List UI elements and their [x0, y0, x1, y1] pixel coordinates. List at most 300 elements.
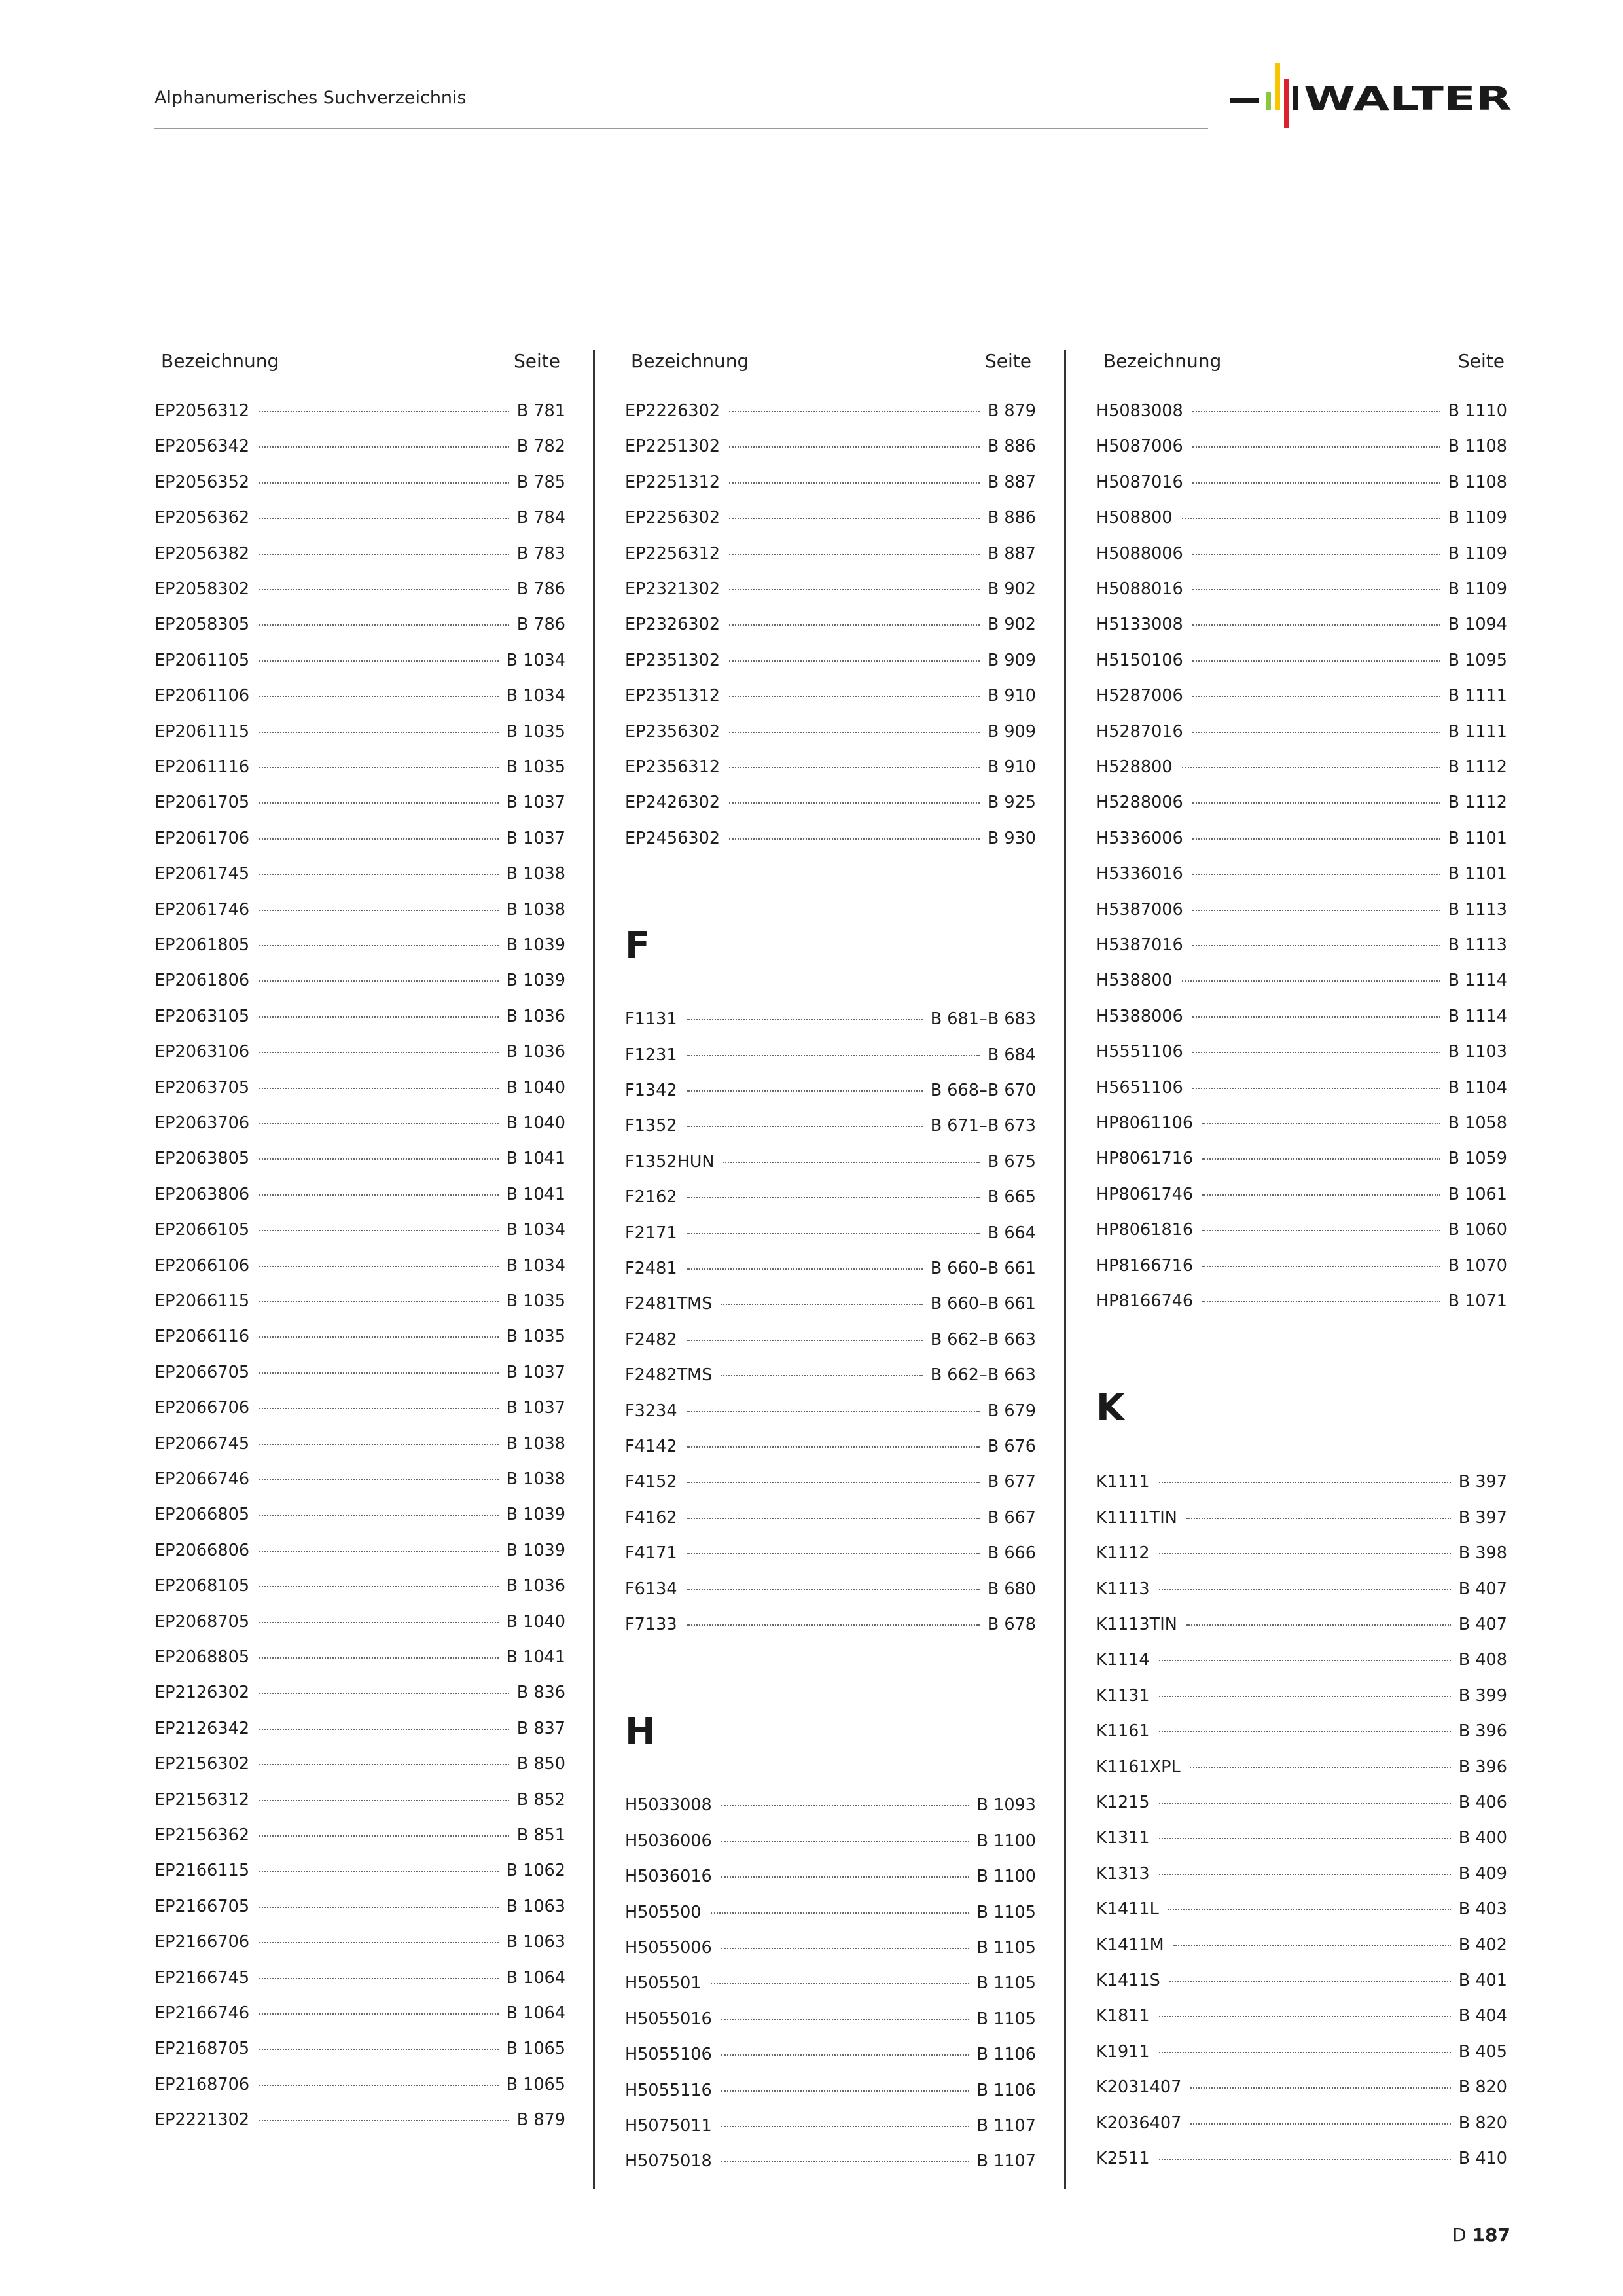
entry-code: EP2166115 [154, 1861, 250, 1881]
index-entry [1096, 1149, 1507, 1184]
entry-code: F2171 [625, 1223, 677, 1243]
index-entry [154, 1291, 565, 1327]
dot-leader [259, 1479, 498, 1480]
dot-leader [259, 1729, 509, 1730]
entry-code: F1352 [625, 1116, 677, 1136]
dot-leader [721, 1876, 969, 1878]
index-entry [625, 1508, 1036, 1543]
index-entry [625, 1152, 1036, 1187]
dot-leader [1190, 2123, 1450, 2125]
entry-page: B 1035 [506, 1291, 565, 1311]
dot-leader [1182, 767, 1440, 768]
index-entry [1096, 1650, 1507, 1685]
entry-page: B 662–B 663 [930, 1329, 1036, 1350]
dot-leader [1192, 554, 1440, 555]
index-entry [625, 1973, 1036, 2009]
entry-page: B 1109 [1448, 543, 1507, 564]
index-entry [625, 1472, 1036, 1507]
index-entry [1096, 1757, 1507, 1793]
entry-code: H508800 [1096, 508, 1173, 528]
dot-leader [1192, 910, 1440, 911]
dot-leader [711, 1983, 969, 1984]
entry-page: B 1114 [1448, 971, 1507, 991]
entry-page: B 1060 [1448, 1220, 1507, 1240]
entry-page: B 1037 [506, 828, 565, 848]
dot-leader [729, 660, 980, 662]
dot-leader [687, 1340, 923, 1341]
index-entry [1096, 1615, 1507, 1650]
entry-code: EP2066116 [154, 1327, 250, 1347]
entry-page: B 783 [516, 543, 565, 564]
entry-page: B 1108 [1448, 437, 1507, 457]
entry-page: B 397 [1458, 1472, 1507, 1492]
column-divider [593, 350, 595, 2189]
entry-code: K1114 [1096, 1650, 1150, 1670]
entry-page: B 1040 [506, 1611, 565, 1632]
entry-code: H5133008 [1096, 615, 1183, 635]
dot-leader [259, 1978, 498, 1979]
index-entry [154, 1149, 565, 1184]
index-entry [625, 508, 1036, 543]
index-entry [154, 1469, 565, 1505]
entry-page: B 1036 [506, 1576, 565, 1596]
entry-page: B 930 [987, 828, 1036, 848]
entry-code: H5387006 [1096, 899, 1183, 920]
entry-page: B 410 [1458, 2149, 1507, 2168]
entry-code: EP2056342 [154, 437, 250, 457]
entry-page: B 1109 [1448, 579, 1507, 599]
entry-page: B 886 [987, 508, 1036, 528]
dot-leader [259, 2085, 498, 2086]
entry-code: EP2166705 [154, 1896, 250, 1916]
entry-code: F4162 [625, 1507, 677, 1528]
index-entry [154, 1078, 565, 1113]
dot-leader [1182, 980, 1440, 982]
entry-code: K1215 [1096, 1793, 1150, 1812]
entry-page: B 662–B 663 [930, 1365, 1036, 1386]
index-entry [625, 1365, 1036, 1401]
dot-leader [259, 1551, 498, 1552]
index-entry [154, 1505, 565, 1540]
entry-code: H538800 [1096, 971, 1173, 991]
entry-code: H505501 [625, 1973, 702, 1994]
dot-leader [259, 874, 498, 875]
entry-code: H528800 [1096, 757, 1173, 777]
entry-page: B 1035 [506, 757, 565, 777]
index-entry [1096, 1864, 1507, 1899]
entry-code: K1111 [1096, 1472, 1150, 1492]
dot-leader [687, 1197, 980, 1198]
dot-leader [1190, 1767, 1451, 1768]
index-entry [1096, 722, 1507, 757]
entry-page: B 1038 [506, 1469, 565, 1489]
index-entry [154, 686, 565, 721]
dot-leader [687, 1411, 980, 1412]
dot-leader [687, 1268, 923, 1270]
entry-page: B 1108 [1448, 472, 1507, 492]
dot-leader [1159, 1803, 1451, 1804]
logo-text: WALTER [1304, 80, 1512, 118]
index-entry [154, 473, 565, 508]
entry-code: HP8061716 [1096, 1149, 1194, 1169]
index-entry [154, 1897, 565, 1932]
entry-code: EP2256302 [625, 508, 721, 528]
entry-code: F2482 [625, 1329, 677, 1350]
entry-code: H5055016 [625, 2009, 712, 2029]
index-entry [154, 1968, 565, 2003]
entry-code: EP2166745 [154, 1967, 250, 1988]
index-entry [154, 2110, 565, 2145]
dot-leader [687, 1446, 980, 1448]
dot-leader [1173, 1945, 1451, 1946]
dot-leader [687, 1055, 980, 1056]
index-entry [1096, 579, 1507, 615]
entry-page: B 678 [987, 1615, 1036, 1634]
entry-code: EP2061705 [154, 793, 250, 813]
entry-page: B 675 [987, 1151, 1036, 1172]
entry-code: EP2066805 [154, 1505, 250, 1525]
index-entry [625, 1903, 1036, 1938]
dot-leader [259, 1158, 498, 1160]
index-entry [154, 1932, 565, 1967]
header-rule [154, 128, 1208, 129]
entry-code: HP8061746 [1096, 1184, 1194, 1204]
dot-leader [687, 1518, 980, 1519]
index-entry [1096, 1472, 1507, 1507]
index-entry [625, 1116, 1036, 1151]
dot-leader [687, 1624, 980, 1626]
dot-leader [721, 1841, 969, 1842]
index-entry [154, 829, 565, 864]
entry-code: F1342 [625, 1081, 677, 1100]
index-entry [154, 757, 565, 793]
entry-code: H5083008 [1096, 401, 1183, 421]
entry-code: EP2168705 [154, 2039, 250, 2059]
entry-code: F6134 [625, 1579, 677, 1599]
entry-code: EP2226302 [625, 401, 721, 421]
index-entry [625, 722, 1036, 757]
dot-leader [259, 1301, 498, 1302]
index-entry [154, 900, 565, 935]
dot-leader [259, 1230, 498, 1231]
entry-code: K1111TIN [1096, 1507, 1177, 1528]
entry-code: EP2061805 [154, 935, 250, 955]
entry-page: B 660–B 661 [930, 1259, 1036, 1278]
entry-page: B 902 [987, 579, 1036, 599]
entry-code: EP2156302 [154, 1754, 250, 1774]
dot-leader [259, 1942, 498, 1943]
dot-leader [1159, 1589, 1451, 1590]
entry-code: EP2351312 [625, 686, 721, 706]
index-entry [625, 1294, 1036, 1329]
index-entry [154, 579, 565, 615]
entry-page: B 1036 [506, 1042, 565, 1062]
entry-code: EP2061806 [154, 971, 250, 991]
entry-code: K1411S [1096, 1971, 1160, 1990]
index-entry [625, 686, 1036, 721]
dot-leader [729, 732, 980, 733]
entry-page: B 1034 [506, 650, 565, 670]
entry-code: EP2063805 [154, 1149, 250, 1169]
entry-page: B 887 [987, 472, 1036, 492]
entry-page: B 1112 [1448, 793, 1507, 813]
dot-leader [259, 696, 498, 697]
entry-code: H5055106 [625, 2045, 712, 2065]
entry-code: K2036407 [1096, 2113, 1182, 2133]
entry-page: B 1063 [506, 1896, 565, 1916]
entry-code: EP2321302 [625, 579, 721, 599]
entry-code: K1161XPL [1096, 1757, 1181, 1777]
entry-code: HP8061816 [1096, 1220, 1194, 1240]
dot-leader [259, 767, 498, 768]
entry-code: H5150106 [1096, 650, 1183, 670]
dot-leader [687, 1589, 980, 1590]
entry-page: B 1071 [1448, 1291, 1507, 1311]
entry-code: EP2066745 [154, 1433, 250, 1454]
index-entry [1096, 1508, 1507, 1543]
entry-page: B 909 [987, 650, 1036, 670]
entry-code: H5087016 [1096, 472, 1183, 492]
entry-page: B 1039 [506, 1505, 565, 1525]
entry-page: B 1114 [1448, 1006, 1507, 1026]
entry-code: F2162 [625, 1187, 677, 1208]
entry-code: H5651106 [1096, 1077, 1183, 1098]
dot-leader [259, 732, 498, 733]
index-entry [625, 1938, 1036, 1973]
entry-page: B 406 [1458, 1793, 1507, 1812]
index-entry [154, 1754, 565, 1789]
index-entry [154, 1790, 565, 1825]
dot-leader [1168, 1909, 1451, 1910]
entry-page: B 1034 [506, 686, 565, 706]
dot-leader [259, 1123, 498, 1124]
entry-page: B 1065 [506, 2074, 565, 2094]
dot-leader [729, 589, 980, 590]
dot-leader [1159, 2052, 1451, 2053]
entry-code: EP2156362 [154, 1825, 250, 1845]
entry-code: EP2066806 [154, 1540, 250, 1560]
entry-page: B 1040 [506, 1113, 565, 1133]
entry-page: B 1070 [1448, 1255, 1507, 1276]
entry-page: B 1036 [506, 1006, 565, 1026]
index-entry [1096, 864, 1507, 899]
dot-leader [259, 1336, 498, 1338]
entry-page: B 409 [1458, 1863, 1507, 1884]
entry-page: B 820 [1458, 2077, 1507, 2098]
entry-code: EP2221302 [154, 2110, 250, 2130]
dot-leader [259, 1016, 498, 1018]
column-header-page: Seite [985, 350, 1031, 372]
dot-leader [721, 2019, 969, 2020]
entry-page: B 398 [1458, 1543, 1507, 1564]
entry-code: EP2061106 [154, 686, 250, 706]
entry-page: B 886 [987, 437, 1036, 457]
dot-leader [1159, 1482, 1451, 1483]
entry-page: B 408 [1458, 1650, 1507, 1670]
index-entry [1096, 1686, 1507, 1721]
entry-page: B 786 [516, 615, 565, 635]
entry-code: EP2063105 [154, 1006, 250, 1026]
entry-code: EP2326302 [625, 615, 721, 635]
dot-leader [1192, 874, 1440, 875]
dot-leader [259, 1372, 498, 1374]
entry-page: B 1100 [976, 1867, 1036, 1887]
dot-leader [259, 482, 509, 484]
entry-code: EP2066706 [154, 1398, 250, 1418]
dot-leader [259, 1088, 498, 1089]
entry-page: B 401 [1458, 1971, 1507, 1990]
entry-page: B 396 [1458, 1757, 1507, 1777]
index-entry [625, 615, 1036, 650]
entry-page: B 836 [516, 1683, 565, 1703]
entry-code: F1131 [625, 1009, 677, 1030]
index-entry [625, 651, 1036, 686]
entry-code: EP2061105 [154, 650, 250, 670]
dot-leader [1192, 945, 1440, 946]
entry-page: B 785 [516, 472, 565, 492]
entry-code: EP2056312 [154, 401, 250, 421]
dot-leader [1192, 1016, 1440, 1018]
dot-leader [1202, 1230, 1440, 1231]
entry-page: B 909 [987, 721, 1036, 742]
index-entry [625, 544, 1036, 579]
index-entry [625, 1437, 1036, 1472]
entry-page: B 680 [987, 1579, 1036, 1599]
entry-code: F2481TMS [625, 1294, 713, 1314]
entry-page: B 852 [516, 1789, 565, 1810]
entry-code: EP2426302 [625, 793, 721, 813]
index-entry [1096, 1113, 1507, 1149]
entry-code: H5088006 [1096, 543, 1183, 564]
index-entry [154, 1398, 565, 1433]
dot-leader [259, 2120, 509, 2121]
index-entry [1096, 651, 1507, 686]
dot-leader [259, 945, 498, 946]
dot-leader [729, 767, 980, 768]
dot-leader [259, 660, 498, 662]
dot-leader [1192, 589, 1440, 590]
dot-leader [259, 802, 498, 804]
entry-page: B 1100 [976, 1831, 1036, 1851]
entry-page: B 1112 [1448, 757, 1507, 777]
dot-leader [259, 1764, 509, 1765]
dot-leader [259, 624, 509, 626]
dot-leader [1182, 518, 1440, 519]
entry-code: EP2058302 [154, 579, 250, 599]
entry-page: B 402 [1458, 1935, 1507, 1955]
dot-leader [259, 589, 509, 590]
entry-page: B 407 [1458, 1615, 1507, 1634]
index-entry [154, 544, 565, 579]
dot-leader [259, 2049, 498, 2050]
index-entry [154, 793, 565, 828]
dot-leader [259, 838, 498, 840]
index-entry [1096, 1078, 1507, 1113]
entry-page: B 1038 [506, 864, 565, 884]
index-entry [1096, 508, 1507, 543]
entry-page: B 1109 [1448, 508, 1507, 528]
entry-page: B 1103 [1448, 1042, 1507, 1062]
entry-code: EP2068805 [154, 1647, 250, 1667]
dot-leader [1190, 2087, 1450, 2089]
entry-page: B 879 [987, 401, 1036, 421]
index-entry [1096, 686, 1507, 721]
section-letter-k: K [1096, 1387, 1125, 1430]
entry-page: B 820 [1458, 2113, 1507, 2133]
dot-leader [687, 1126, 923, 1127]
index-entry [154, 1363, 565, 1398]
entry-code: K1311 [1096, 1828, 1150, 1848]
entry-page: B 1094 [1448, 615, 1507, 635]
entry-page: B 660–B 661 [930, 1294, 1036, 1314]
index-entry [1096, 1899, 1507, 1935]
dot-leader [259, 1693, 509, 1694]
index-entry [154, 1327, 565, 1362]
entry-code: K1113TIN [1096, 1615, 1177, 1634]
dot-leader [729, 411, 980, 412]
dot-leader [721, 1375, 922, 1376]
index-entry [1096, 1256, 1507, 1291]
dot-leader [259, 2013, 498, 2015]
entry-code: EP2251312 [625, 472, 721, 492]
index-entry [1096, 1042, 1507, 1077]
dot-leader [729, 624, 980, 626]
entry-code: H5087006 [1096, 437, 1183, 457]
entry-code: EP2066106 [154, 1255, 250, 1276]
index-entry [1096, 401, 1507, 437]
dot-leader [1159, 2159, 1451, 2160]
index-entry [154, 1576, 565, 1611]
index-entry [154, 1113, 565, 1149]
entry-page: B 1040 [506, 1077, 565, 1098]
entry-page: B 1111 [1448, 721, 1507, 742]
entry-code: K1113 [1096, 1579, 1150, 1599]
entry-page: B 667 [987, 1507, 1036, 1528]
entry-code: H5551106 [1096, 1042, 1183, 1062]
index-entry [625, 1223, 1036, 1259]
entry-page: B 782 [516, 437, 565, 457]
index-entry [625, 2045, 1036, 2080]
index-entry [1096, 2006, 1507, 2041]
entry-page: B 1039 [506, 971, 565, 991]
dot-leader [259, 980, 498, 982]
entry-page: B 1059 [1448, 1149, 1507, 1169]
footer-page-number: 187 [1472, 2224, 1510, 2246]
entry-code: H5075018 [625, 2151, 712, 2172]
index-entry [625, 829, 1036, 864]
entry-page: B 1113 [1448, 935, 1507, 955]
entry-code: EP2066105 [154, 1220, 250, 1240]
index-entry [1096, 1543, 1507, 1579]
entry-code: EP2256312 [625, 543, 721, 564]
entry-code: EP2063106 [154, 1042, 250, 1062]
entry-code: EP2066746 [154, 1469, 250, 1489]
dot-leader [259, 1835, 509, 1837]
entry-page: B 1107 [976, 2151, 1036, 2172]
entry-code: HP8166746 [1096, 1291, 1194, 1311]
entry-page: B 781 [516, 401, 565, 421]
entry-page: B 681–B 683 [930, 1009, 1036, 1030]
dot-leader [259, 411, 509, 412]
entry-code: EP2063706 [154, 1113, 250, 1133]
entry-page: B 1063 [506, 1932, 565, 1952]
entry-code: H5055006 [625, 1938, 712, 1958]
dot-leader [721, 1805, 969, 1806]
entry-code: EP2126302 [154, 1683, 250, 1703]
entry-code: F4152 [625, 1472, 677, 1492]
entry-page: B 1105 [976, 1938, 1036, 1958]
index-entry [1096, 1007, 1507, 1042]
